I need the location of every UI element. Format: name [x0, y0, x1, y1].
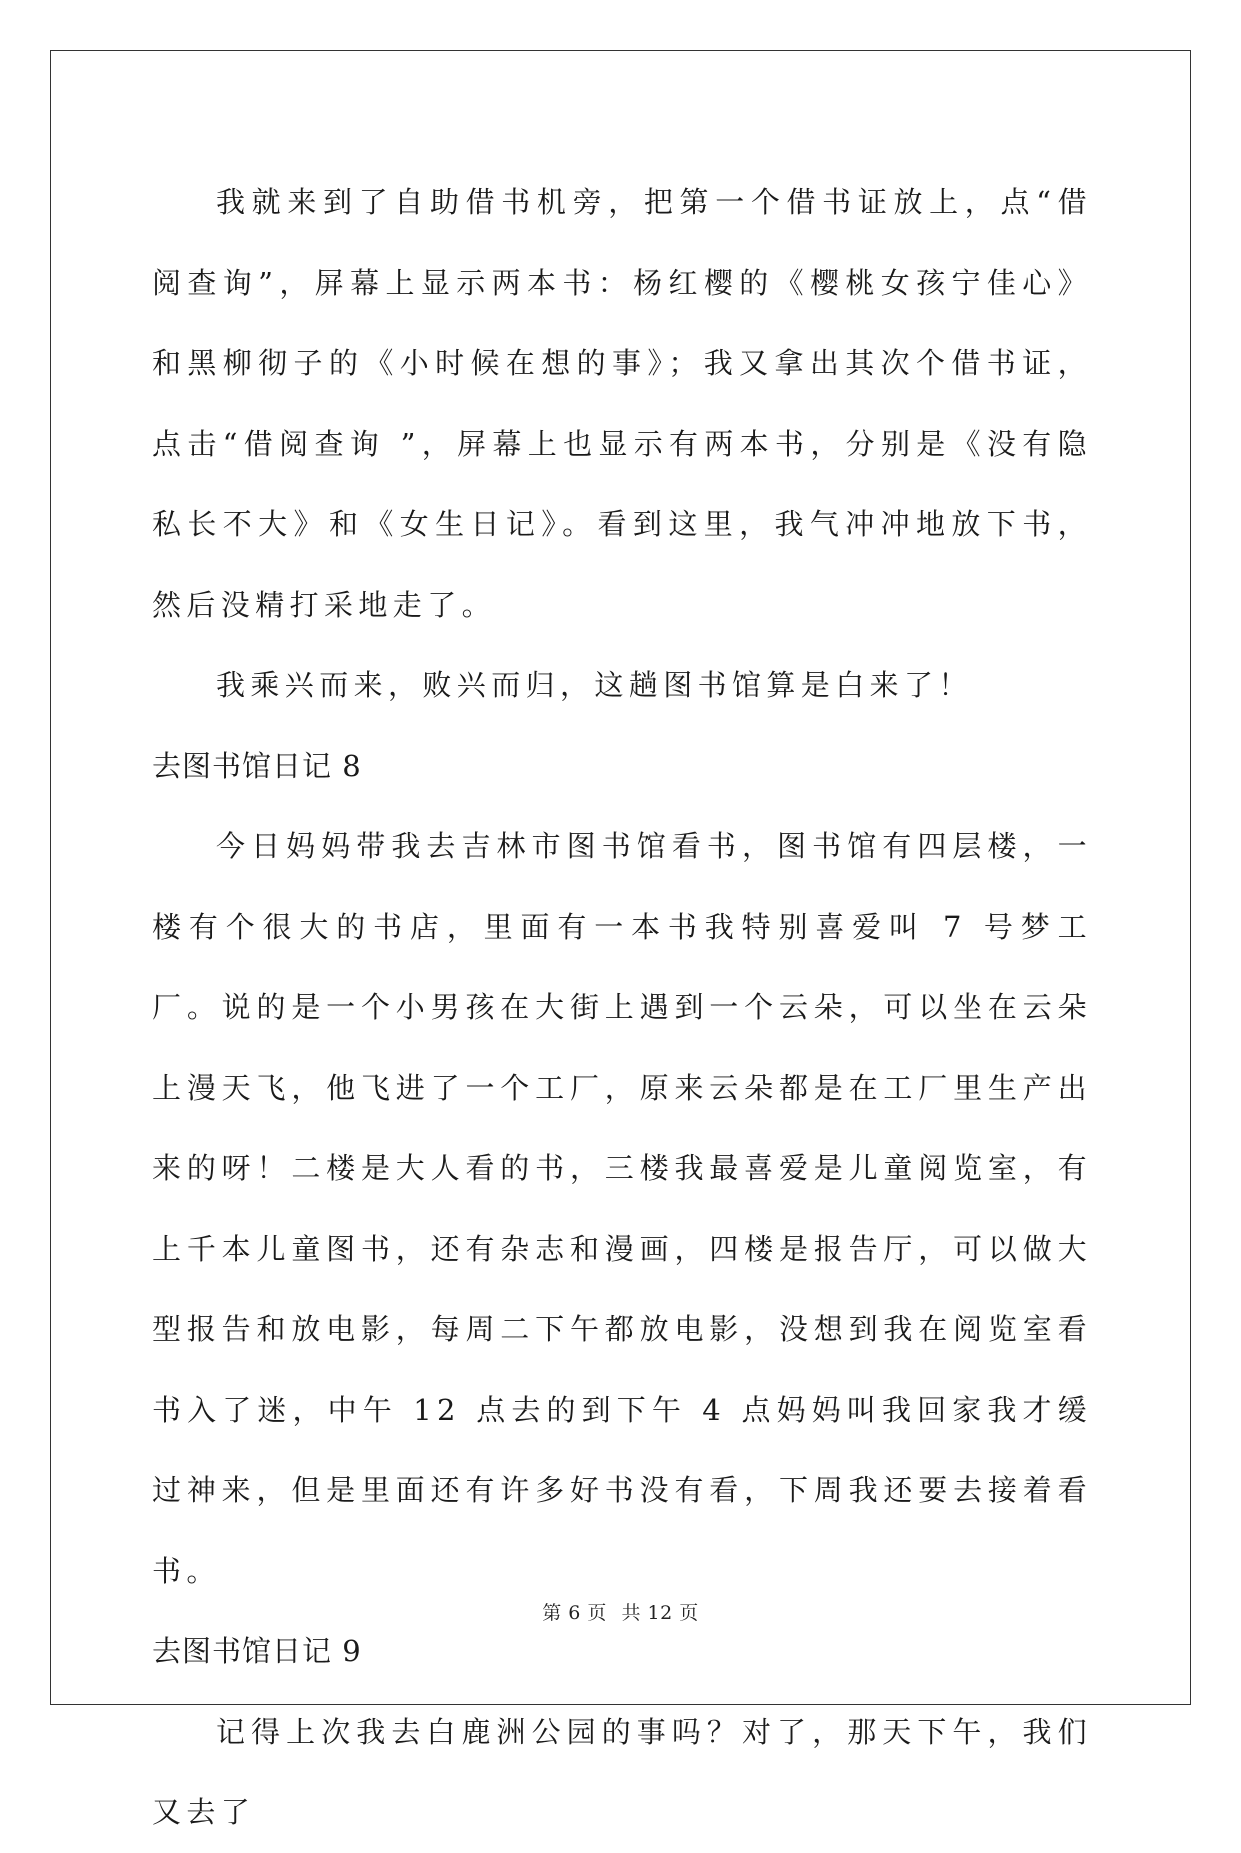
page-number: 第 6 页	[542, 1602, 607, 1624]
page-total: 共 12 页	[621, 1602, 699, 1624]
page-footer	[0, 1598, 1241, 1625]
paragraph-jilin-library: 今日妈妈带我去吉林市图书馆看书，图书馆有四层楼，一楼有个很大的书店，里面有一本书我特别喜爱叫 7 号梦工厂。说的是一个小男孩在大街上遇到一个云朵，可以坐在云朵上漫天飞，他飞进了一个工厂，原来云朵都是在工厂里生产出来的呀！二楼是大人看的书，三楼我最喜爱是儿童阅览室，有上千本儿童图书，还有杂志和漫画，四楼是报告厅，可以做大型报告和放电影，每周二下午都放电影，没想到我在阅览室看书入了迷，中午 12 点去的到下午 4 点妈妈叫我回家我才缓过神来，但是里面还有许多好书没有看，下周我还要去接着看书。	[152, 829, 1092, 1588]
paragraph-borrow-query: 我就来到了自助借书机旁，把第一个借书证放上，点“借阅查询”，屏幕上显示两本书：杨红樱的《樱桃女孩宁佳心》和黑柳彻子的《小时候在想的事》；我又拿出其次个借书证，点击“借阅查询 ”，屏幕上也显示有两本书，分别是《没有隐私长不大》和《女生日记》。看到这里，我气冲冲地放下书，然后没精打采地走了。	[152, 185, 1092, 622]
section-heading-8: 去图书馆日记 8	[152, 748, 362, 783]
paragraph-bailuzhou-park: 记得上次我去白鹿洲公园的事吗？对了，那天下午，我们又去了	[152, 1714, 1092, 1829]
paragraph-disappointed: 我乘兴而来，败兴而归，这趟图书馆算是白来了！	[216, 668, 973, 702]
section-heading-9: 去图书馆日记 9	[152, 1634, 362, 1668]
